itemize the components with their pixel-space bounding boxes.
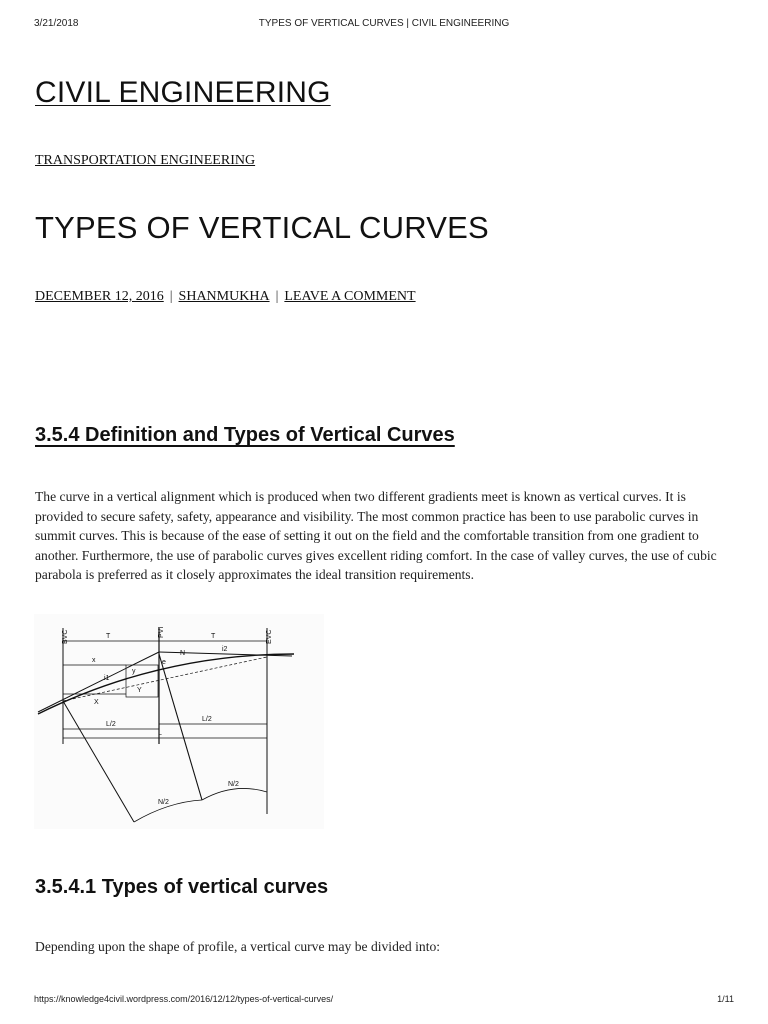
evc-label: EVC <box>266 629 273 644</box>
print-document-title: TYPES OF VERTICAL CURVES | CIVIL ENGINEERING <box>258 18 510 29</box>
print-url: https://knowledge4civil.wordpress.com/2016/12/12/types-of-vertical-curves/ <box>34 994 334 1004</box>
bvc-label: BVC <box>62 629 69 644</box>
l-label: L <box>158 730 162 737</box>
category-link[interactable]: TRANSPORTATION ENGINEERING <box>35 153 256 168</box>
i1-label: i1 <box>104 675 110 682</box>
t-left-label: T <box>106 633 111 640</box>
n-label: N <box>180 650 186 657</box>
half-n-left-label: N/2 <box>158 799 169 806</box>
half-l-right-label: L/2 <box>202 716 212 723</box>
meta-separator: | <box>275 289 279 304</box>
vertical-curve-svg <box>34 614 324 829</box>
print-date: 3/21/2018 <box>34 18 79 29</box>
definition-paragraph: The curve in a vertical alignment which is produced when two different gradients meet is known as vertical curves. It is provided to secure safety, safety, appearance and visibility. The most common practice has been to use parabolic curves in summit curves. This is because of the ease of setting it out on the field and the comfortable transition from one gradient to another. Furthermore, the use of parabolic curves gives excellent riding comfort. In the case of valley curves, the use of cubic parabola is preferred as it closely approximates the ideal transition requirements. <box>35 489 717 583</box>
t-right-label: T <box>211 633 216 640</box>
subsection-heading: 3.5.4.1 Types of vertical curves <box>35 876 329 898</box>
meta-separator: | <box>169 289 173 304</box>
half-l-left-label: L/2 <box>106 721 116 728</box>
i2-label: i2 <box>222 646 228 653</box>
leave-comment-link[interactable]: LEAVE A COMMENT <box>284 289 416 304</box>
x-label-top: x <box>92 657 96 664</box>
page-number: 1/11 <box>717 994 734 1004</box>
pvi-label: PVI <box>158 626 165 638</box>
types-intro-text: Depending upon the shape of profile, a vertical curve may be divided into: <box>35 939 441 954</box>
author-link[interactable]: SHANMUKHA <box>178 289 270 304</box>
section-heading: 3.5.4 Definition and Types of Vertical Curves <box>35 424 455 446</box>
post-date-link[interactable]: DECEMBER 12, 2016 <box>35 289 164 304</box>
site-title <box>35 76 331 110</box>
y-small-label: y <box>132 668 136 675</box>
site-title-link[interactable]: CIVIL ENGINEERING <box>35 76 331 109</box>
post-meta <box>35 289 416 305</box>
post-category <box>35 153 255 169</box>
x-label-bottom: X <box>94 699 99 706</box>
e-label: e <box>162 659 166 666</box>
vertical-curve-diagram <box>34 614 324 829</box>
post-title: TYPES OF VERTICAL CURVES <box>35 210 489 245</box>
y-big-label: Y <box>137 687 142 694</box>
half-n-right-label: N/2 <box>228 781 239 788</box>
